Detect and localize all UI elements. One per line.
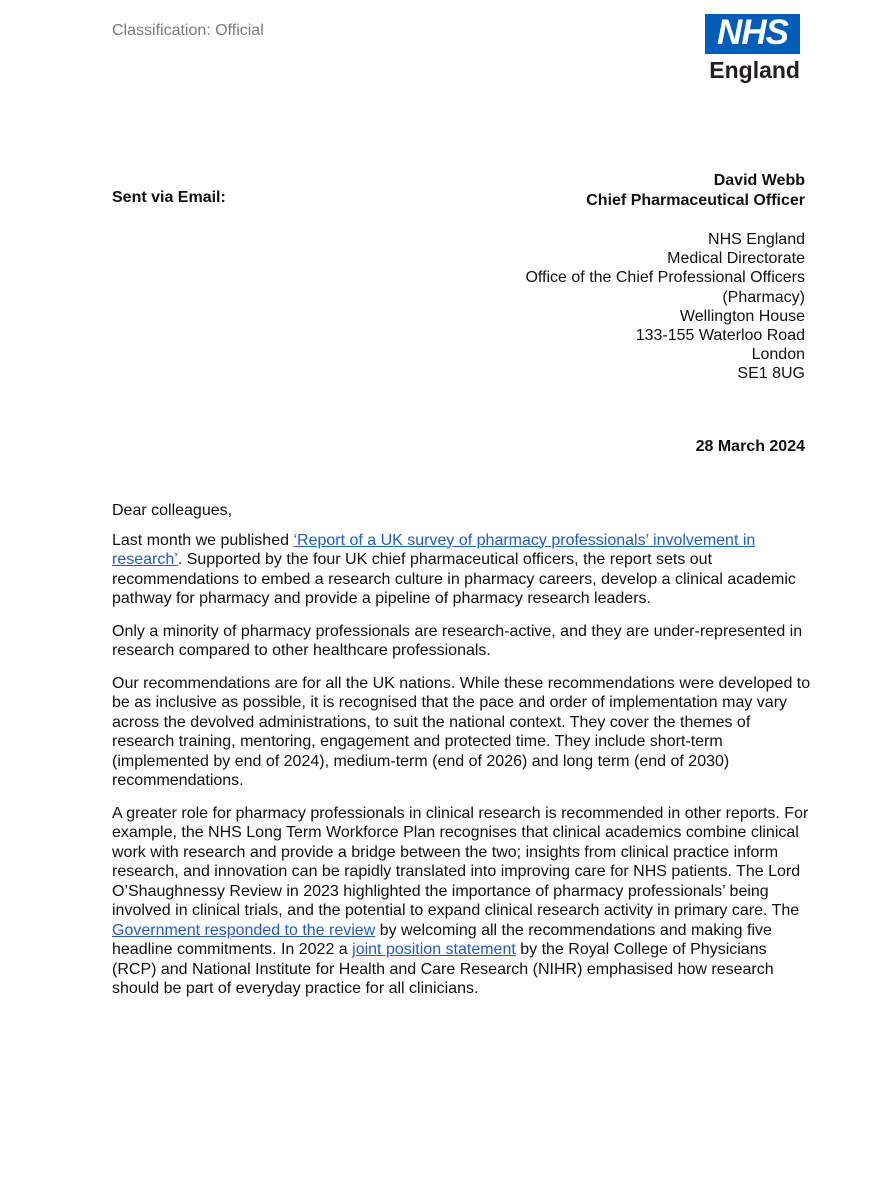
p4-text-post: by the Royal College of Physicians (RCP) and National Institute for Health and Care Research (NIHR) emphasised how research should be part of everyday practice for all clinicians.: [112, 941, 774, 997]
address-line: Wellington House: [679, 307, 805, 325]
joint-position-statement-link[interactable]: joint position statement: [352, 941, 516, 958]
survey-report-link[interactable]: ‘Report of a UK survey of pharmacy professionals’ involvement in research’: [112, 531, 756, 568]
p4-text-pre: A greater role for pharmacy professionals in clinical research is recommended in other reports. For example, the NHS Long Term Workforce Plan recognises that clinical academics combine clinical work with research and provide a bridge between the two; insights from clinical practice inform research, and innovation can be rapidly translated into improving care for NHS patients. The Lord O’Shaughnessy Review in 2023 highlighted the importance of pharmacy professionals’ being involved in clinical trials, and the potential to expand clinical research activity in primary care. The: [112, 804, 809, 919]
p1-text-post: . Supported by the four UK chief pharmaceutical officers, the report sets out recommendations to embed a research culture in pharmacy careers, develop a clinical academic pathway for pharmacy and provide a pipeline of pharmacy research leaders.: [112, 551, 796, 607]
paragraph-4: [112, 804, 812, 999]
sender-name: David Webb: [713, 172, 805, 189]
address-line: Office of the Chief Professional Officers: [525, 269, 805, 287]
paragraph-2: Only a minority of pharmacy professionals are research-active, and they are under-represented in research compared to other healthcare professionals.: [112, 622, 803, 659]
address-line: 133-155 Waterloo Road: [635, 327, 805, 345]
address-line: NHS England: [708, 231, 805, 248]
address-line: London: [751, 346, 805, 364]
letter-body: [112, 501, 812, 1012]
address-line: (Pharmacy): [722, 288, 805, 306]
sender-address: [525, 230, 805, 384]
letter-date: 28 March 2024: [695, 438, 805, 455]
address-line: SE1 8UG: [737, 365, 805, 383]
sent-via-email: Sent via Email:: [112, 189, 226, 206]
p1-text-pre: Last month we published: [112, 531, 294, 549]
p4-text-mid: by welcoming all the recommendations and making five headline commitments. In 2022 a: [112, 921, 772, 958]
sender-title: Chief Pharmaceutical Officer: [586, 192, 805, 209]
address-line: Medical Directorate: [667, 250, 805, 268]
nhs-logo-england: England: [709, 57, 800, 83]
sender-block: [586, 171, 805, 211]
paragraph-1: [112, 531, 812, 609]
nhs-logo-box: NHS: [705, 14, 800, 54]
classification-label: Classification: Official: [112, 22, 264, 39]
government-response-link[interactable]: Government responded to the review: [112, 921, 376, 939]
nhs-england-logo: [705, 14, 800, 83]
salutation: Dear colleagues,: [112, 502, 233, 519]
paragraph-3: Our recommendations are for all the UK nations. While these recommendations were developed to be as inclusive as possible, it is recognised that the pace and order of implementation may vary across the devolved administrations, to suit the national context. They cover the themes of research training, mentoring, engagement and protected time. They include short-term (implemented by end of 2024), medium-term (end of 2026) and long term (end of 2030) recommendations.: [112, 674, 811, 789]
